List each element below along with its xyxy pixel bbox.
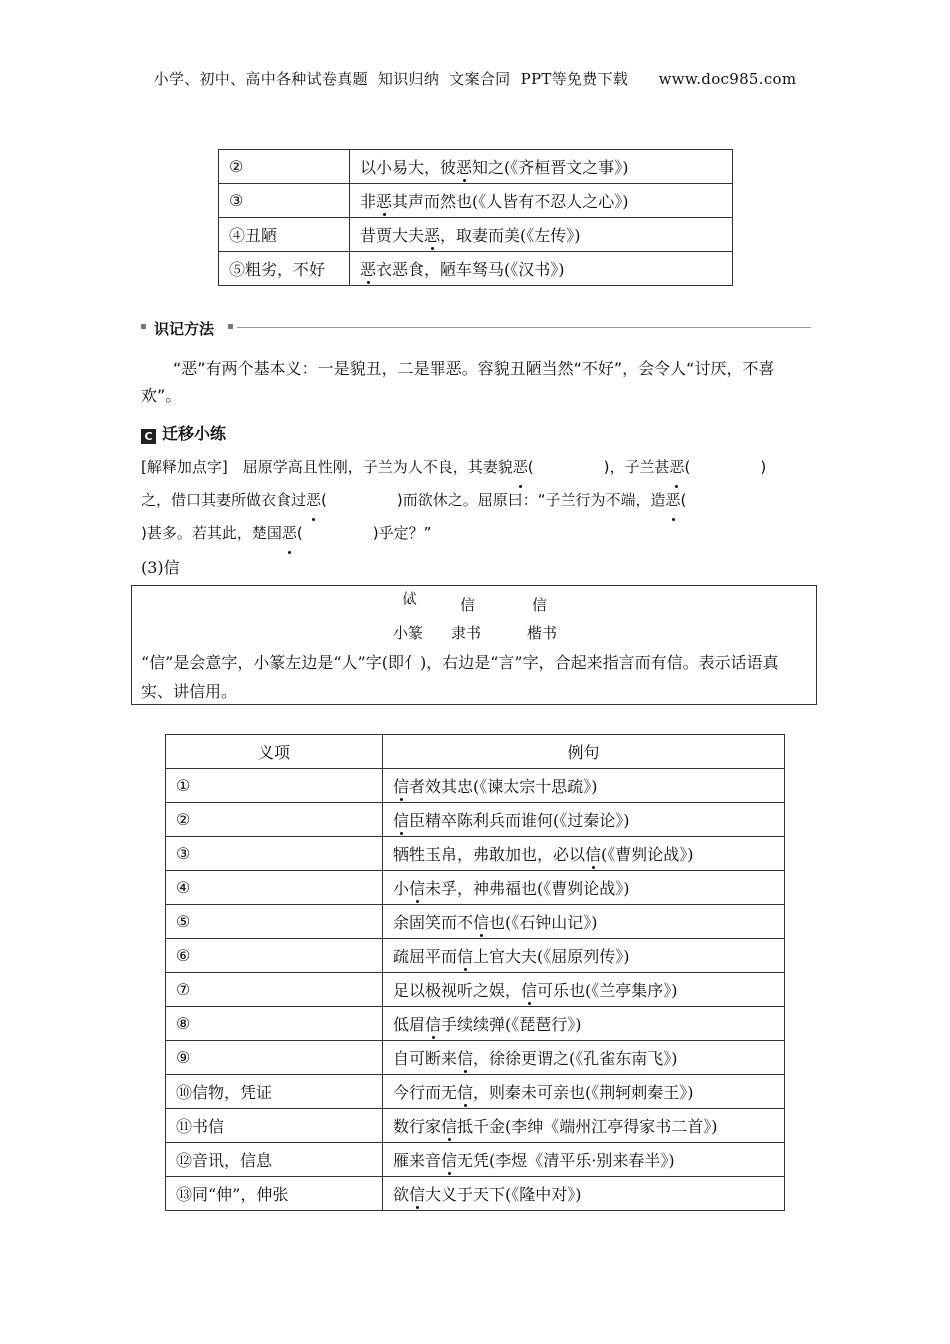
- table-row: [166, 769, 785, 803]
- dotted-char: 信: [409, 876, 425, 899]
- example-cell: 牺牲玉帛，弗敢加也，必以信(《曹刿论战》): [383, 837, 785, 871]
- seal-script-glyph: 𠈸: [402, 590, 418, 608]
- char-origin-box: [131, 585, 817, 705]
- dotted-char: 信: [473, 910, 489, 933]
- meaning-table-xin: [165, 734, 785, 1211]
- section-memory-method: [141, 318, 811, 338]
- meaning-cell: ⑪书信: [166, 1109, 383, 1143]
- char-explanation: “信”是会意字，小篆左边是“人”字(即亻)，右边是“言”字，合起来指言而有信。表示话语真实、讲信用。: [141, 653, 779, 701]
- meaning-cell: ⑧: [166, 1007, 383, 1041]
- example-cell: 以小易大，彼恶知之(《齐桓晋文之事》): [350, 150, 733, 184]
- section-title: 识记方法: [154, 320, 215, 338]
- table-row: [166, 1075, 785, 1109]
- meaning-cell: ⑨: [166, 1041, 383, 1075]
- script-name-seal: 小篆: [393, 624, 424, 642]
- example-cell: 数行家信抵千金(李绅《端州江亭得家书二首》): [383, 1109, 785, 1143]
- dotted-char: 信: [457, 944, 473, 967]
- page-header: 小学、初中、高中各种试卷真题 知识归纳 文案合同 PPT等免费下载 www.doc985.com: [153, 70, 797, 88]
- table-row: [166, 939, 785, 973]
- exercise-title-text: 迁移小练: [162, 424, 227, 443]
- meaning-cell: ⑩信物，凭证: [166, 1075, 383, 1109]
- table-header-row: [166, 735, 785, 769]
- table-row: [166, 1177, 785, 1211]
- script-name-regular: 楷书: [527, 624, 558, 642]
- dotted-char: 恶: [666, 484, 681, 517]
- table-row: [166, 905, 785, 939]
- dotted-char: 信: [585, 842, 601, 865]
- example-cell: 小信未孚，神弗福也(《曹刿论战》): [383, 871, 785, 905]
- example-cell: 今行而无信，则秦未可亲也(《荆轲刺秦王》): [383, 1075, 785, 1109]
- meaning-cell: ③: [219, 184, 350, 218]
- example-cell: 信者效其忠(《谏太宗十思疏》): [383, 769, 785, 803]
- example-cell: 疏屈平而信上官大夫(《屈原列传》): [383, 939, 785, 973]
- memory-line-2: 欢”。: [141, 386, 182, 405]
- dotted-char: 恶: [456, 155, 472, 178]
- table-row: [166, 871, 785, 905]
- example-cell: 足以极视听之娱，信可乐也(《兰亭集序》): [383, 973, 785, 1007]
- example-cell: 昔贾大夫恶，取妻而美(《左传》): [350, 218, 733, 252]
- table-row: [166, 803, 785, 837]
- memory-line-1: “恶”有两个基本义：一是貌丑，二是罪恶。容貌丑陋当然“不好”，会令人“讨厌，不喜: [173, 359, 775, 378]
- meaning-cell: ⑥: [166, 939, 383, 973]
- meaning-cell: ⑤: [166, 905, 383, 939]
- example-cell: 低眉信手续续弹(《琵琶行》): [383, 1007, 785, 1041]
- meaning-cell: ④: [166, 871, 383, 905]
- table-row: [166, 1007, 785, 1041]
- dotted-char: 信: [409, 1182, 425, 1205]
- dotted-char: 恶: [376, 189, 392, 212]
- exercise-title: [141, 421, 226, 444]
- table-row: [166, 1041, 785, 1075]
- exercise-icon: C: [141, 429, 156, 444]
- header-meaning: 义项: [166, 735, 383, 769]
- meaning-cell: ④丑陋: [219, 218, 350, 252]
- dotted-char: 信: [425, 1012, 441, 1035]
- char-section-label: (3)信: [141, 558, 180, 577]
- table-row: [219, 150, 733, 184]
- table-row: [166, 1109, 785, 1143]
- example-cell: 雁来音信无凭(李煜《清平乐·别来春半》): [383, 1143, 785, 1177]
- dotted-char: 恶: [424, 223, 440, 246]
- exercise-line-2: 之，借口其妻所做衣食过恶( )而欲休之。屈原曰：“子兰行为不端，造恶(: [141, 484, 811, 517]
- table-row: [219, 218, 733, 252]
- example-cell: 欲信大义于天下(《隆中对》): [383, 1177, 785, 1211]
- dotted-char: 信: [441, 1114, 457, 1137]
- header-example: 例句: [383, 735, 785, 769]
- meaning-cell: ⑫音讯，信息: [166, 1143, 383, 1177]
- table-row: [166, 1143, 785, 1177]
- table-row: [219, 184, 733, 218]
- exercise-body: [141, 451, 811, 550]
- dotted-char: 信: [393, 774, 409, 797]
- example-cell: 自可断来信，徐徐更谓之(《孔雀东南飞》): [383, 1041, 785, 1075]
- meaning-cell: ①: [166, 769, 383, 803]
- table-row: [166, 837, 785, 871]
- memory-paragraph: [141, 355, 811, 409]
- dotted-char: 恶: [360, 257, 376, 280]
- square-bullet-icon: [228, 324, 233, 329]
- meaning-cell: ⑤粗劣，不好: [219, 252, 350, 286]
- exercise-line-3: )甚多。若其此，楚国恶( )乎定？”: [141, 517, 811, 550]
- example-cell: 信臣精卒陈利兵而谁何(《过秦论》): [383, 803, 785, 837]
- meaning-cell: ②: [219, 150, 350, 184]
- table-row: [166, 973, 785, 1007]
- dotted-char: 恶: [513, 451, 528, 484]
- dotted-char: 信: [441, 1148, 457, 1171]
- clerical-glyph: 信: [460, 596, 476, 614]
- example-cell: 非恶其声而然也(《人皆有不忍人之心》): [350, 184, 733, 218]
- dotted-char: 信: [457, 1046, 473, 1069]
- exercise-line-1: [解释加点字] 屈原学高且性刚，子兰为人不良，其妻貌恶( )，子兰甚恶( ): [141, 451, 811, 484]
- dotted-char: 恶: [669, 451, 684, 484]
- meaning-table-e: [218, 149, 733, 286]
- dotted-char: 恶: [282, 517, 297, 550]
- section-rule: [237, 327, 811, 328]
- dotted-char: 恶: [306, 484, 321, 517]
- table-row: [219, 252, 733, 286]
- dotted-char: 信: [393, 808, 409, 831]
- meaning-cell: ⑦: [166, 973, 383, 1007]
- meaning-cell: ③: [166, 837, 383, 871]
- square-bullet-icon: [141, 324, 146, 329]
- example-cell: 恶衣恶食，陋车驽马(《汉书》): [350, 252, 733, 286]
- script-name-clerical: 隶书: [451, 624, 482, 642]
- example-cell: 余固笑而不信也(《石钟山记》): [383, 905, 785, 939]
- regular-glyph: 信: [532, 596, 548, 614]
- meaning-cell: ⑬同“伸”，伸张: [166, 1177, 383, 1211]
- meaning-cell: ②: [166, 803, 383, 837]
- dotted-char: 信: [521, 978, 537, 1001]
- dotted-char: 信: [457, 1080, 473, 1103]
